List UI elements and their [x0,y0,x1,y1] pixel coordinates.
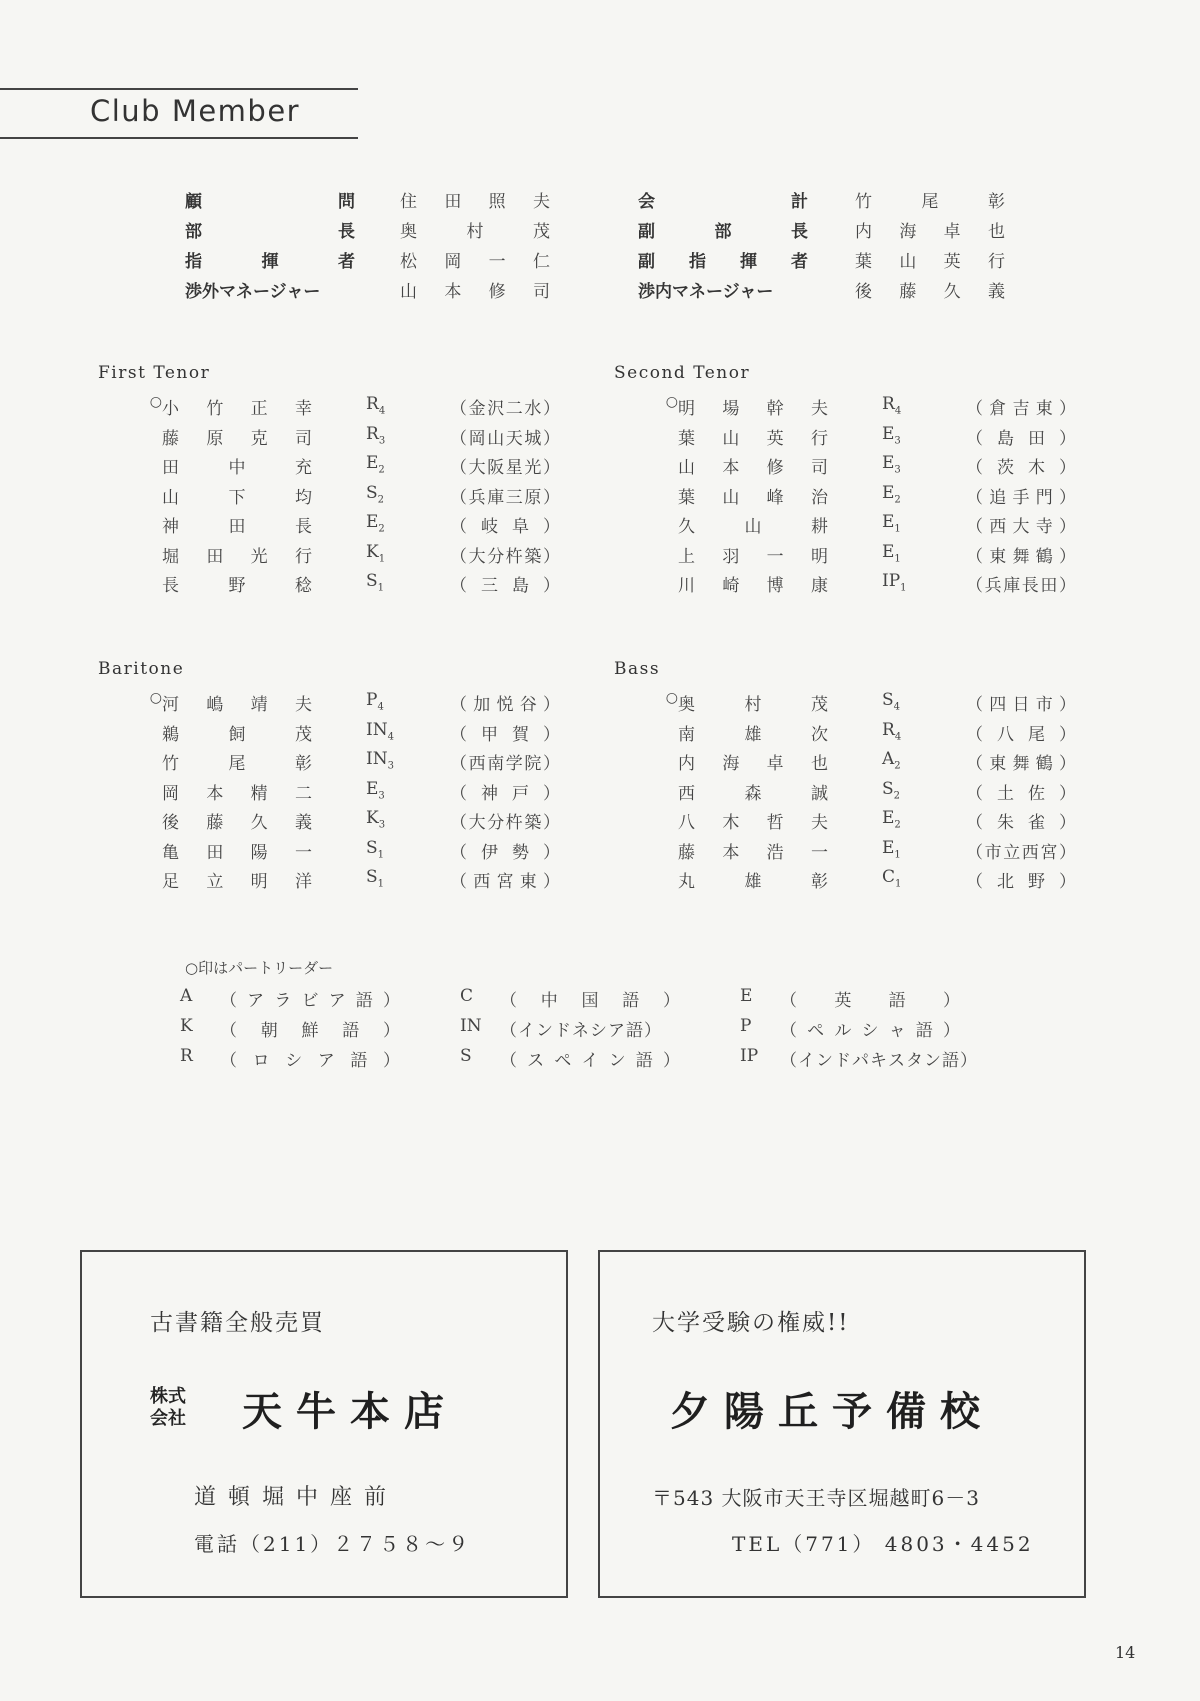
ad-phone: TEL（771） 4803・4452 [732,1532,1034,1556]
member-name: 竹 尾 彰 [162,754,312,774]
member-language-year: $E_2$ [366,512,385,535]
legend-language: （ イ ン ド ネ シ ア 語 ） [500,1021,661,1041]
member-language-year: $E_1$ [882,512,901,535]
officer-name: 内 海 卓 也 [855,222,1005,242]
member-school: （ 追 手 門 ） [966,487,1076,508]
member-school: （ 市 立 西 宮 ） [966,842,1076,863]
member-row [142,424,582,453]
officer-name: 葉 山 英 行 [855,252,1005,272]
legend-abbr: K [180,1016,193,1036]
part-leader-mark: ○ [665,394,678,410]
member-row [658,394,1098,423]
ad-phone: 電話（211）２７５８〜９ [194,1532,472,1556]
member-row [142,720,582,749]
part-leader-mark: ○ [149,690,162,706]
legend-item [460,1046,720,1072]
member-name: 鵜 飼 茂 [162,724,312,745]
member-row [658,512,1098,541]
member-row [658,690,1098,719]
section-title: First Tenor [98,363,211,383]
member-school: （ 西 大 寺 ） [966,517,1076,537]
member-row [142,512,582,541]
member-school: （ 朱 雀 ） [966,813,1076,833]
member-name: 長 野 稔 [162,576,312,596]
member-language-year: $S_2$ [366,482,385,505]
legend-abbr: R [180,1046,193,1066]
member-school: （ 岡 山 天 城 ） [450,428,560,449]
member-school: （ 東 舞 鶴 ） [966,546,1076,567]
officer-role: 副 部 長 [638,222,808,242]
legend-language: （ 朝 鮮 語 ） [220,1021,400,1041]
member-language-year: $S_1$ [366,837,385,860]
member-row [142,542,582,571]
member-language-year: $R_3$ [366,423,386,446]
member-school: （ 加 悦 谷 ） [450,695,560,715]
member-language-year: $S_1$ [366,571,385,594]
officer-role: 顧 問 [185,192,355,212]
section-title: Second Tenor [614,363,751,383]
legend-language: （ 中 国 語 ） [500,991,680,1011]
member-language-year: $E_2$ [882,808,901,831]
officer-role: 副 指 揮 者 [638,252,808,272]
member-name: 久 山 耕 [678,517,828,537]
member-school: （ 岐 阜 ） [450,517,560,537]
member-row [142,808,582,837]
part-leader-note: ○印はパートリーダー [185,959,334,977]
member-school: （ 西 南 学 院 ） [450,754,560,774]
legend-language: （ ロ シ ア 語 ） [220,1051,400,1071]
member-row [658,424,1098,453]
legend-language: （ ペ ル シ ャ 語 ） [780,1021,960,1041]
officer-name: 竹 尾 彰 [855,192,1005,212]
legend-item [180,1046,440,1072]
officer-name: 松 岡 一 仁 [400,252,550,272]
ad-address: 〒543 大阪市天王寺区堀越町6－3 [652,1486,980,1510]
member-row [142,690,582,719]
legend-abbr: S [460,1046,472,1066]
legend-abbr: IN [460,1016,482,1036]
member-school: （ 甲 賀 ） [450,724,560,745]
member-language-year: $R_4$ [366,394,386,417]
legend-abbr: E [740,986,753,1006]
member-row [658,571,1098,600]
section-title: Bass [614,659,661,679]
member-language-year: $K_1$ [366,541,386,564]
member-school: （ 神 戸 ） [450,783,560,804]
member-row [142,867,582,896]
member-name: 葉 山 英 行 [678,428,828,449]
member-language-year: $IN_3$ [366,749,394,772]
member-language-year: $E_2$ [882,482,901,505]
ad-tengyu-bookstore [80,1250,568,1598]
member-name: 小 竹 正 幸 [162,399,312,419]
member-school: （ 兵 庫 長 田 ） [966,576,1076,596]
legend-item [180,986,440,1012]
member-name: 明 場 幹 夫 [678,399,828,419]
legend-item [740,1046,1000,1072]
member-name: 岡 本 精 二 [162,783,312,804]
officer-role: 指 揮 者 [185,252,355,272]
member-row [142,779,582,808]
member-name: 神 田 長 [162,517,312,537]
legend-abbr: A [180,986,193,1006]
officer-role: 渉内マネージャー [638,282,774,302]
member-school: （ 西 宮 東 ） [450,872,560,892]
member-language-year: $S_2$ [882,778,901,801]
member-name: 葉 山 峰 治 [678,487,828,508]
member-school: （ 東 舞 鶴 ） [966,754,1076,774]
member-language-year: $A_2$ [882,749,901,772]
member-row [658,867,1098,896]
member-name: 内 海 卓 也 [678,754,828,774]
member-school: （ 八 尾 ） [966,724,1076,745]
ad-tagline: 大学受験の権威!! [652,1310,850,1336]
member-language-year: $E_2$ [366,453,385,476]
ad-address: 道頓堀中座前 [194,1485,399,1510]
member-row [142,394,582,423]
member-name: 後 藤 久 義 [162,813,312,833]
officer-name: 山 本 修 司 [400,282,550,302]
ad-corp-type: 株式 会社 [150,1386,186,1429]
member-language-year: $E_3$ [882,453,901,476]
officer-role: 会 計 [638,192,808,212]
member-name: 山 本 修 司 [678,458,828,478]
legend-language: （ ス ペ イ ン 語 ） [500,1051,680,1071]
member-row [142,483,582,512]
page-title: Club Member [90,94,301,128]
member-row [658,808,1098,837]
member-row [658,542,1098,571]
header-rule-bottom [0,137,358,139]
ad-store-name: 天牛本店 [242,1389,458,1435]
member-school: （ 四 日 市 ） [966,695,1076,715]
member-school: （ 大 阪 星 光 ） [450,458,560,478]
member-school: （ 倉 吉 東 ） [966,399,1076,419]
member-language-year: $R_4$ [882,719,902,742]
legend-item [180,1016,440,1042]
member-name: 藤 本 浩 一 [678,842,828,863]
officer-role: 渉外マネージャー [185,282,321,302]
ad-school-name: 夕陽丘予備校 [670,1389,994,1435]
member-row [142,749,582,778]
member-school: （ 土 佐 ） [966,783,1076,804]
member-school: （ 大 分 杵 築 ） [450,813,560,833]
member-language-year: $P_4$ [366,690,384,713]
legend-abbr: C [460,986,474,1006]
member-name: 足 立 明 洋 [162,872,312,892]
ad-tagline: 古書籍全般売買 [150,1310,325,1336]
member-language-year: $R_4$ [882,394,902,417]
member-row [142,453,582,482]
member-school: （ 大 分 杵 築 ） [450,546,560,567]
member-name: 河 嶋 靖 夫 [162,695,312,715]
legend-language: （ イ ン ド パ キ ス タ ン 語 ） [780,1051,977,1071]
member-row [658,749,1098,778]
member-language-year: $IN_4$ [366,719,394,742]
officer-role: 部 長 [185,222,355,242]
member-row [658,720,1098,749]
member-school: （ 北 野 ） [966,872,1076,892]
member-language-year: $K_3$ [366,808,386,831]
part-leader-mark: ○ [149,394,162,410]
section-title: Baritone [98,659,185,679]
part-leader-mark: ○ [665,690,678,706]
officer-name: 後 藤 久 義 [855,282,1005,302]
member-language-year: $IP_1$ [882,571,907,594]
member-name: 亀 田 陽 一 [162,842,312,863]
header-rule-top [0,88,358,90]
member-language-year: $E_1$ [882,541,901,564]
member-language-year: $E_3$ [882,423,901,446]
legend-abbr: IP [740,1046,759,1066]
member-name: 南 雄 次 [678,724,828,745]
member-language-year: $E_3$ [366,778,385,801]
member-name: 川 崎 博 康 [678,576,828,596]
member-name: 堀 田 光 行 [162,546,312,567]
member-row [658,838,1098,867]
member-row [658,453,1098,482]
member-name: 奥 村 茂 [678,695,828,715]
legend-language: （ ア ラ ビ ア 語 ） [220,991,400,1011]
legend-item [460,986,720,1012]
officer-name: 住 田 照 夫 [400,192,550,212]
member-school: （ 三 島 ） [450,576,560,596]
member-row [658,483,1098,512]
page-number: 14 [1115,1643,1136,1662]
member-school: （ 島 田 ） [966,428,1076,449]
member-school: （ 伊 勢 ） [450,842,560,863]
member-language-year: $S_4$ [882,690,901,713]
member-language-year: $S_1$ [366,867,385,890]
legend-item [740,1016,1000,1042]
legend-item [740,986,1000,1012]
member-language-year: $C_1$ [882,867,902,890]
member-row [142,838,582,867]
member-name: 田 中 充 [162,458,312,478]
ad-yuhigaoka-prep-school [598,1250,1086,1598]
officer-name: 奥 村 茂 [400,222,550,242]
legend-language: （ 英 語 ） [780,991,960,1011]
member-name: 丸 雄 彰 [678,872,828,892]
member-name: 八 木 哲 夫 [678,813,828,833]
member-name: 藤 原 克 司 [162,428,312,449]
member-school: （ 金 沢 二 水 ） [450,399,560,419]
member-name: 上 羽 一 明 [678,546,828,567]
member-name: 山 下 均 [162,487,312,508]
member-school: （ 兵 庫 三 原 ） [450,487,560,508]
member-name: 西 森 誠 [678,783,828,804]
member-language-year: $E_1$ [882,837,901,860]
member-row [658,779,1098,808]
member-school: （ 茨 木 ） [966,458,1076,478]
legend-abbr: P [740,1016,752,1036]
legend-item [460,1016,720,1042]
member-row [142,571,582,600]
